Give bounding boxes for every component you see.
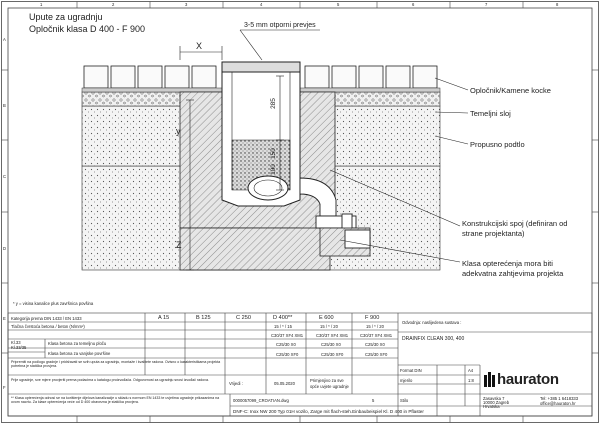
address-1: Zasavska 7: [483, 396, 505, 401]
table-note-2: Prije ugradnje, sve mjere provjeriti prema podacima u katalogu proizvođača. Odgovornost za ugradnju snosi izvođač radova.: [11, 378, 209, 382]
table-class-e600: E 600: [319, 315, 334, 321]
table-category-label: Kategorija prema DIN 1433 / EN 1433: [11, 316, 82, 321]
footnote: * y = visina kanalice plus završnica povšina: [13, 301, 94, 306]
paving-stones-right: [305, 66, 437, 88]
table-row5-d400: C25/30 XF0: [276, 352, 299, 357]
product-name: DRAINFIX CLEAN 300, 400: [402, 336, 465, 342]
concrete-foundation: [180, 228, 330, 270]
callout-base: Temeljni sloj: [470, 109, 511, 118]
callout-load-2: adekvatna zahtjevima projekta: [462, 269, 564, 278]
hauraton-logo-mark: [484, 372, 495, 387]
table-class-d400: D 400**: [273, 315, 293, 321]
grid-row-f: F: [3, 385, 6, 390]
brand-logo: hauraton: [497, 371, 559, 388]
table-note-3: ** Klasa opterećenja odnosi se na korištenje dijelova kanalizacije u skladu s normom EN 1433 te uvjetima ugradnje prikazanima na ovom nacrtu. Za klase opterećenja veće od D 400 obavezna je statička provjera.: [11, 396, 220, 405]
table-class-b125: B 125: [196, 315, 211, 321]
drawing-number: 0000057099_CROATIAN.dwg: [233, 398, 289, 403]
channel-grate: [222, 62, 300, 72]
dim-gap-note: 3-5 mm otporni prevjes: [244, 22, 316, 29]
callout-joint-2: strane projektanta): [462, 229, 525, 238]
title-line-1: Upute za ugradnju: [29, 12, 103, 22]
grid-row-c: C: [3, 174, 7, 179]
dim-z-label: Z: [176, 240, 182, 250]
table-row5-f900: C25/30 XF0: [365, 352, 388, 357]
table-row3-d400: C30/37 XF4 XM1: [271, 333, 304, 338]
table-side-a2: Kl.33/35: [11, 345, 27, 350]
dim-150: 150: [269, 148, 277, 159]
grid-col-4: 4: [260, 2, 263, 7]
phone: Tel: +385 1 6418333: [540, 396, 579, 401]
grid-row-d: D: [3, 246, 7, 251]
scale-value: 1:8: [468, 378, 474, 383]
table-row2-label: Tlačna čvrstoća betona / beton (N/mm²): [11, 324, 85, 329]
email: office@hauraton.hr: [540, 401, 576, 406]
table-row2-f900: 15 / * / 20: [366, 324, 384, 329]
grid-col-3: 3: [185, 2, 188, 7]
dim-y-label: y: [176, 126, 181, 136]
address-2: 10000 Zagreb: [483, 400, 510, 405]
grid-col-5: 5: [337, 2, 340, 7]
title-line-2: Opločnik klasa D 400 - F 900: [29, 24, 146, 34]
scale-label: mjerilo: [400, 378, 413, 383]
table-class-a15: A 15: [158, 315, 170, 321]
table-row4-d400: C25/30 X0: [276, 342, 296, 347]
callout-paving: Opločnik/Kamene kocke: [470, 86, 551, 95]
callout-joint-1: Konstrukcijski spoj (definiran od: [462, 219, 568, 228]
desc-line-1: Primjenjivo za sve: [310, 378, 344, 383]
grid-col-6: 6: [412, 2, 415, 7]
grid-row-a: A: [3, 37, 6, 42]
table-side-b: Klasa betona za temeljnu ploču: [48, 341, 107, 346]
sheet-label: Stilo: [400, 398, 409, 403]
format-label: Format DIN: [400, 368, 422, 373]
date-value: 05.05.2020: [274, 381, 295, 386]
grid-col-7: 7: [485, 2, 488, 7]
table-side-c: Klasa betona za vanjske površine: [48, 351, 111, 356]
paving-stones-left: [84, 66, 216, 88]
table-side-a1: Kl.33: [11, 340, 21, 345]
order-label: Odvodnja: naslijedena sustava :: [402, 320, 462, 325]
grid-col-1: 1: [40, 2, 43, 7]
table-note-1: Pripremiti na podlogu gradnje i pridržavati se svih uputa za ugradnju, montaže i kvalitete radova. Ovisno o karakteristikama projekta potrebna je statička provjera.: [11, 360, 221, 369]
grid-row-b: B: [3, 103, 6, 108]
grid-col-8: 8: [556, 2, 559, 7]
callout-subbase: Propusno podtlo: [470, 140, 525, 149]
table-row5-e600: C25/30 XF0: [321, 352, 344, 357]
table-row4-f900: C25/30 X0: [365, 342, 385, 347]
callout-load-1: Klasa opterećenja mora biti: [462, 259, 553, 268]
format-value: A4: [468, 368, 474, 373]
table-class-f900: F 900: [365, 315, 380, 321]
bottom-description: DNF-C: Inox NW 200 Typ 01H vozilo, Zarge mit flach-steh.Einbaubeispiel Kl. D 400 in Pflaster: [233, 409, 424, 414]
desc-line-2: opće uvjete ugradnje: [310, 384, 349, 389]
table-row2-e600: 15 / * / 20: [320, 324, 338, 329]
dim-100: 100: [269, 164, 277, 175]
address-3: Hrvatska: [483, 404, 500, 409]
table-row2-d400: 15 / * / 15: [274, 324, 292, 329]
revision: 5: [372, 398, 375, 403]
grid-col-2: 2: [112, 2, 115, 7]
table-row3-f900: C30/37 XF4 XM1: [360, 333, 393, 338]
date-label: Vrijedi :: [229, 381, 243, 386]
table-row4-e600: C25/30 X0: [321, 342, 341, 347]
grid-row-e: E: [3, 316, 6, 321]
dim-x-label: X: [196, 41, 203, 51]
table-row3-e600: C30/37 XF4 XM1: [316, 333, 349, 338]
dim-285: 285: [269, 98, 277, 109]
table-class-c250: C 250: [236, 315, 251, 321]
